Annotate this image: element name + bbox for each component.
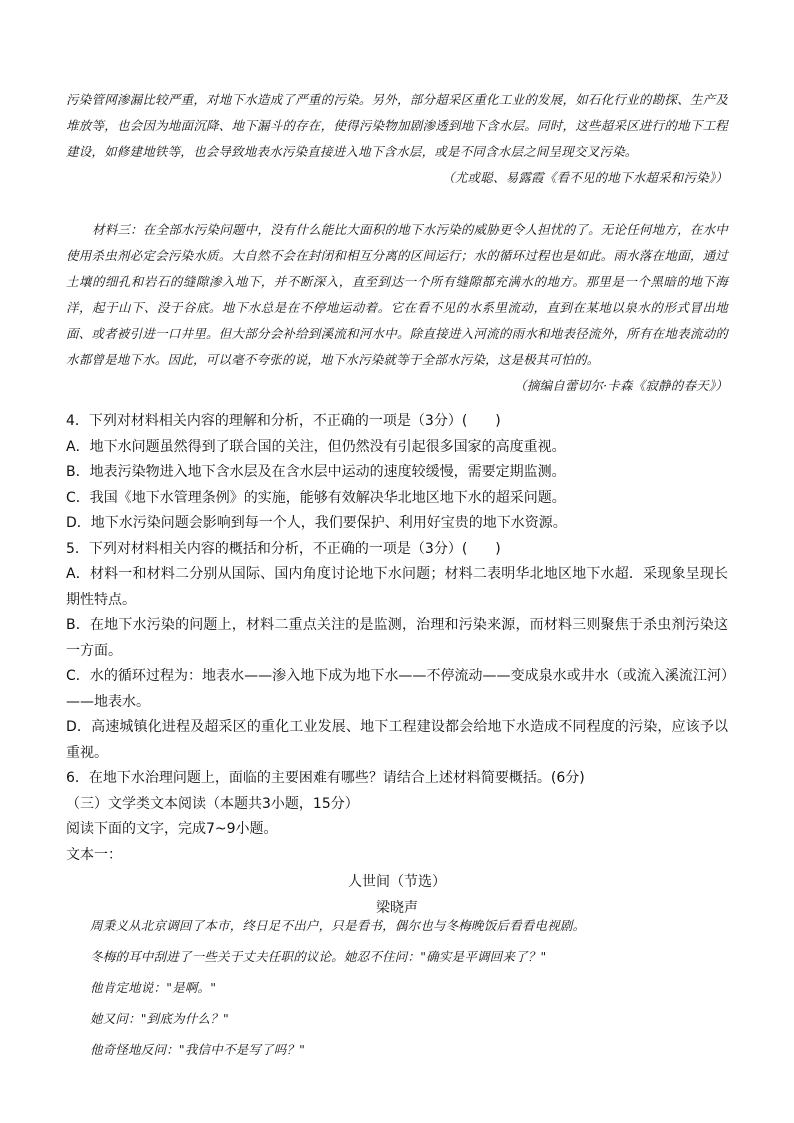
section-three-heading: （三）文学类文本阅读（本题共3小题，15分）: [66, 795, 359, 812]
question-4-option-c: C．我国《地下水管理条例》的实施，能够有效解决华北地区地下水的超采问题。: [66, 489, 566, 506]
material-three-text: 材料三：在全部水污染问题中，没有什么能比大面积的地下水污染的威胁更令人担忧的了。无论任何地方，在水中使用杀虫剂必定会污染水质。大自然不会在封闭和相互分离的区间运行；水的循环过程也是如此。雨水落在地面，通过土壤的细孔和岩石的缝隙渗入地下，并不断深入，直至到达一个所有缝隙都充满水的地方。那里是一个黑暗的地下海洋，起于山下、没于谷底。地下水总是在不停地运动着。它在看不见的水系里流动，直到在某地以泉水的形式冒出地面、或者被引进一口井里。但大部分会补给到溪流和河水中。除直接进入河流的雨水和地表径流外，所有在地表流动的水都曾是地下水。因此，可以毫不夸张的说，地下水污染就等于全部水污染，这是极其可怕的。: [66, 222, 728, 367]
story-author: 梁晓声: [376, 899, 418, 916]
story-line: 周秉义从北京调回了本市，终日足不出户，只是看书，偶尔也与冬梅晚饭后看看电视剧。: [90, 918, 586, 933]
story-line: 他奇怪地反问："我信中不是写了吗？": [90, 1042, 306, 1057]
story-title: 人世间（节选）: [348, 874, 446, 890]
question-4-option-d: D．地下水污染问题会影响到每一个人，我们要保护、利用好宝贵的地下水资源。: [66, 515, 567, 531]
question-4-option-a: A．地下水问题虽然得到了联合国的关注，但仍然没有引起很多国家的高度重视。: [66, 438, 566, 455]
story-line: 冬梅的耳中刮进了一些关于丈夫任职的议论。她忍不住问："确实是平调回来了？": [90, 949, 547, 964]
question-4-stem: 4．下列对材料相关内容的理解和分析，不正确的一项是（3分）( ): [66, 413, 501, 429]
story-line: 她又问："到底为什么？": [90, 1011, 229, 1026]
question-5-option-c: C．水的循环过程为：地表水——渗入地下成为地下水——不停流动——变成泉水或井水（或流入溪流江河）——地表水。: [66, 668, 728, 710]
story-line: 他肯定地说："是啊。": [90, 980, 217, 995]
material-three-passage: [66, 217, 728, 399]
material-three-source: （摘编自蕾切尔·卡森《寂静的春天》）: [514, 378, 728, 393]
material-two-passage: [66, 87, 728, 191]
question-6-stem: 6．在地下水治理问题上，面临的主要困难有哪些？请结合上述材料简要概括。(6分): [66, 770, 585, 786]
reading-instruction: 阅读下面的文字，完成7~9小题。: [66, 821, 278, 837]
story-excerpt: [66, 910, 728, 1065]
question-5-stem: 5．下列对材料相关内容的概括和分析，不正确的一项是（3分）( ): [66, 540, 501, 557]
question-5-option-d: D．高速城镇化进程及超采区的重化工业发展、地下工程建设都会给地下水造成不同程度的污染，应该予以重视。: [66, 719, 728, 761]
question-5-option-a: A．材料一和材料二分别从国际、国内角度讨论地下水问题；材料二表明华北地区地下水超．采现象呈现长期性特点。: [66, 566, 728, 608]
material-two-text: 污染管网渗漏比较严重，对地下水造成了严重的污染。另外，部分超采区重化工业的发展，如石化行业的勘探、生产及堆放等，也会因为地面沉降、地下漏斗的存在，使得污染物加剧渗透到地下含水层。同时，这些超采区进行的地下工程建设，如修建地铁等，也会导致地表水污染直接进入地下含水层，或是不同含水层之间呈现交叉污染。: [66, 92, 728, 159]
text-one-label: 文本一：: [66, 846, 122, 863]
material-two-source: （尤或聪、易露霞《看不见的地下水超采和污染》）: [442, 170, 728, 185]
question-5-option-b: B．在地下水污染的问题上，材料二重点关注的是监测，治理和污染来源，而材料三则聚焦于杀虫剂污染这一方面。: [66, 617, 728, 659]
questions-section: [66, 409, 728, 921]
question-4-option-b: B．地表污染物进入地下含水层及在含水层中运动的速度较缓慢，需要定期监测。: [66, 464, 566, 480]
